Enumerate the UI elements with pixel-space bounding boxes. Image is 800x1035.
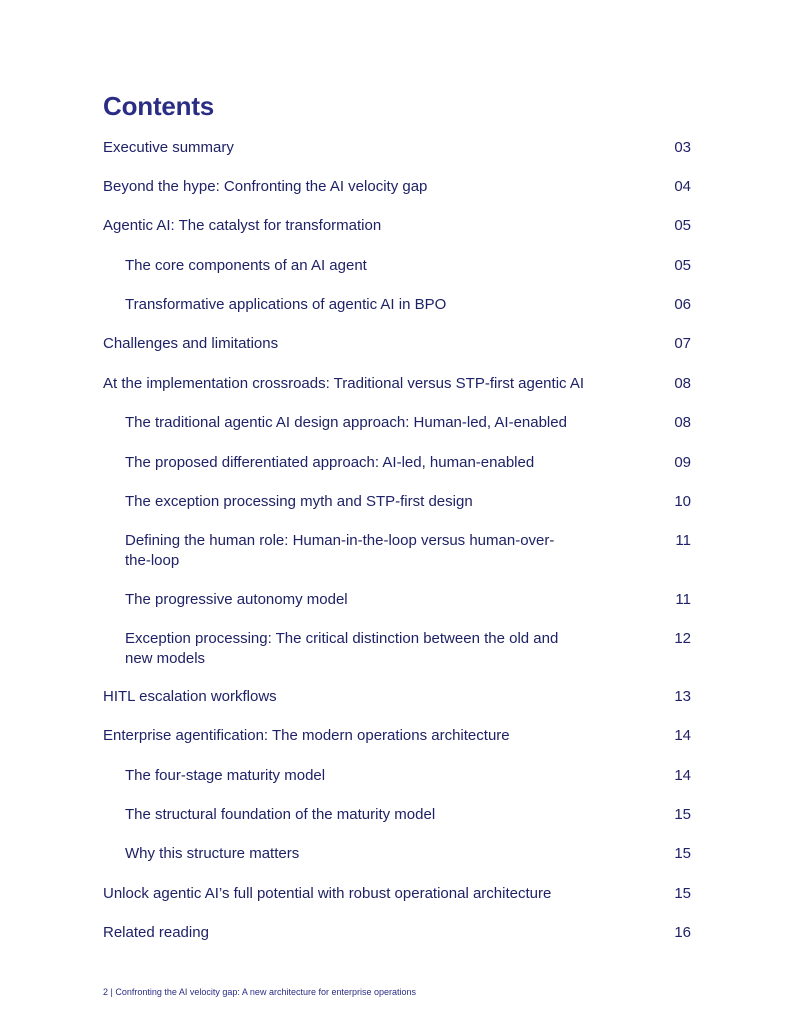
toc-entry-implementation-crossroads[interactable]: [103, 374, 691, 394]
toc-entry-title: The core components of an AI agent: [125, 257, 367, 274]
toc-entry-beyond-the-hype[interactable]: [103, 177, 691, 197]
toc-entry-human-role[interactable]: [125, 531, 691, 571]
toc-entry-title: HITL escalation workflows: [103, 688, 277, 705]
toc-entry-title: The traditional agentic AI design approach: Human-led, AI-enabled: [125, 414, 567, 431]
toc-entry-page: 14: [674, 727, 691, 744]
toc-entry-page: 04: [674, 178, 691, 195]
toc-entry-title: The exception processing myth and STP-first design: [125, 493, 473, 510]
toc-entry-challenges[interactable]: [103, 334, 691, 354]
toc-entry-page: 05: [674, 217, 691, 234]
toc-entry-progressive-autonomy[interactable]: [125, 590, 691, 610]
toc-entry-title: Unlock agentic AI’s full potential with robust operational architecture: [103, 885, 552, 902]
toc-entry-page: 13: [674, 688, 691, 705]
toc-entry-title: The proposed differentiated approach: AI-led, human-enabled: [125, 454, 535, 471]
toc-entry-core-components[interactable]: [125, 256, 691, 276]
toc-entry-unlock-potential[interactable]: [103, 884, 691, 904]
toc-entry-page: 16: [674, 924, 691, 941]
toc-entry-page: 07: [674, 335, 691, 352]
toc-entry-title: Exception processing: The critical distinction between the old and new models: [125, 630, 559, 667]
toc-entry-title: At the implementation crossroads: Traditional versus STP-first agentic AI: [103, 375, 585, 392]
toc-entry-title: Why this structure matters: [125, 845, 300, 862]
toc-entry-page: 08: [674, 375, 691, 392]
toc-entry-related-reading[interactable]: [103, 923, 691, 943]
toc-entry-page: 14: [674, 767, 691, 784]
toc-entry-page: 09: [674, 454, 691, 471]
toc-entry-title: Beyond the hype: Confronting the AI velocity gap: [103, 178, 428, 195]
toc-entry-page: 11: [675, 591, 691, 608]
toc-entry-title: The structural foundation of the maturity model: [125, 806, 436, 823]
toc-entry-exception-processing-myth[interactable]: [125, 492, 691, 512]
toc-entry-title: Related reading: [103, 924, 209, 941]
toc-entry-exception-processing-distinction[interactable]: [125, 629, 691, 669]
toc-entry-page: 15: [674, 806, 691, 823]
toc-entry-enterprise-agentification[interactable]: [103, 726, 691, 746]
toc-entry-agentic-ai-catalyst[interactable]: [103, 216, 691, 236]
toc-entry-title: Agentic AI: The catalyst for transformation: [103, 217, 382, 234]
toc-entry-proposed-approach[interactable]: [125, 453, 691, 473]
toc-entry-title: Executive summary: [103, 139, 234, 156]
toc-entry-page: 05: [674, 257, 691, 274]
toc-entry-page: 03: [674, 139, 691, 156]
toc-entry-title: Defining the human role: Human-in-the-loop versus human-over-the-loop: [125, 532, 555, 569]
toc-entry-page: 15: [674, 885, 691, 902]
page-footer: 2 | Confronting the AI velocity gap: A new architecture for enterprise operations: [103, 987, 417, 997]
toc-entry-transformative-applications[interactable]: [125, 295, 691, 315]
toc-entry-executive-summary[interactable]: [103, 138, 691, 158]
toc-entry-page: 15: [674, 845, 691, 862]
toc-entry-title: Transformative applications of agentic AI in BPO: [125, 296, 447, 313]
toc-entry-title: Challenges and limitations: [103, 335, 279, 352]
toc-entry-four-stage-model[interactable]: [125, 766, 691, 786]
toc-entry-hitl-escalation[interactable]: [103, 687, 691, 707]
toc-entry-page: 10: [674, 493, 691, 510]
toc-entry-traditional-approach[interactable]: [125, 413, 691, 433]
toc-entry-page: 11: [675, 532, 691, 549]
toc-entry-title: The four-stage maturity model: [125, 767, 326, 784]
toc-entry-page: 08: [674, 414, 691, 431]
toc-entry-title: Enterprise agentification: The modern operations architecture: [103, 727, 510, 744]
toc-entry-structural-foundation[interactable]: [125, 805, 691, 825]
toc-entry-title: The progressive autonomy model: [125, 591, 348, 608]
toc-entry-page: 12: [674, 630, 691, 647]
toc-entry-why-structure-matters[interactable]: [125, 844, 691, 864]
page-title: Contents: [103, 91, 215, 121]
toc-entry-page: 06: [674, 296, 691, 313]
